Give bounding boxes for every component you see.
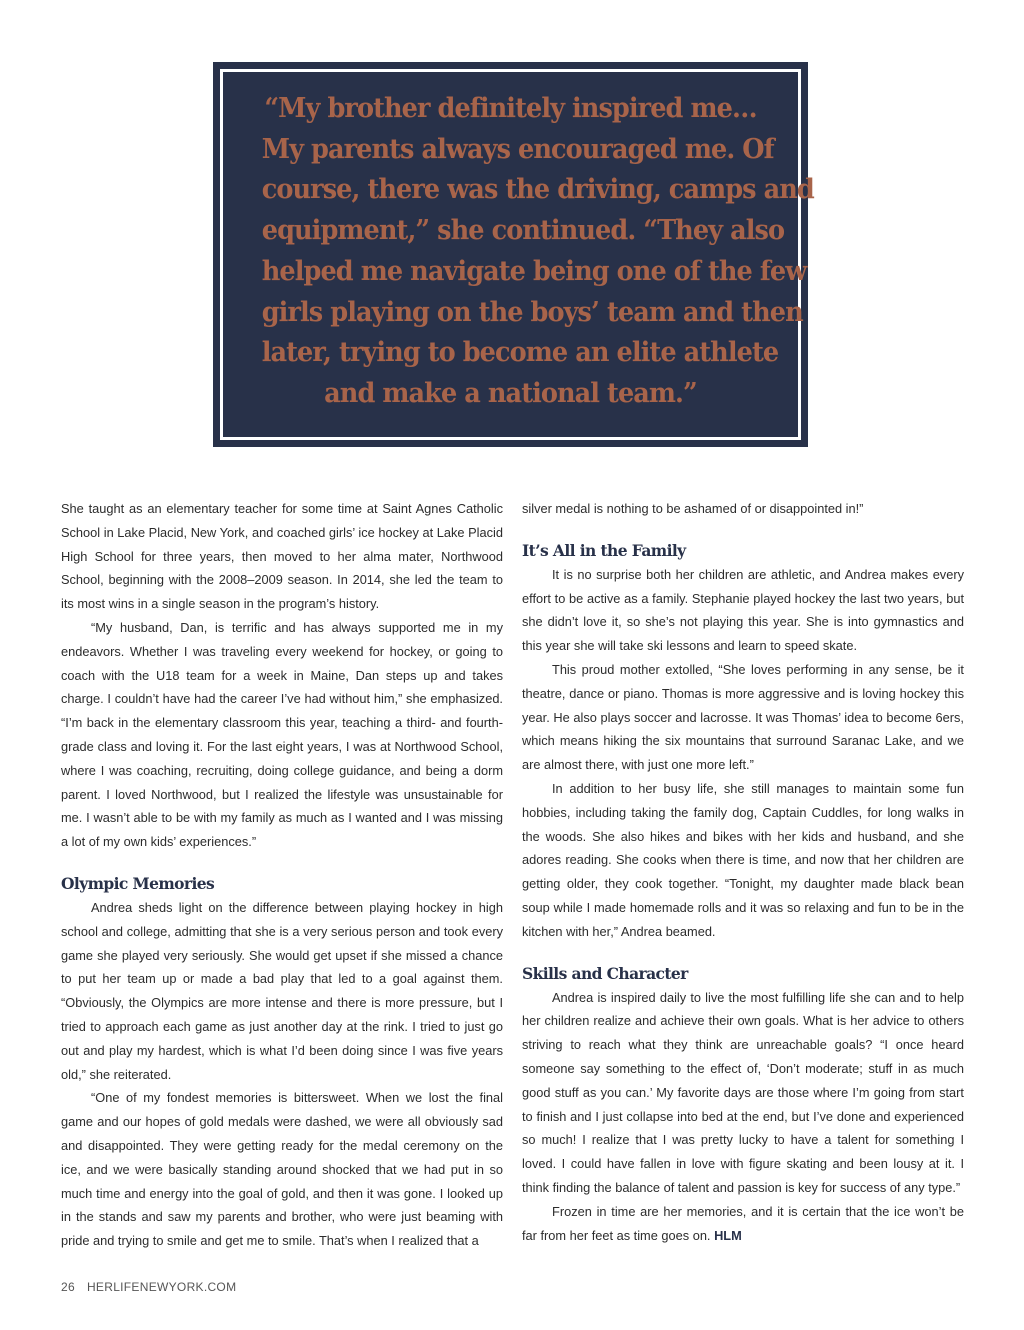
pull-quote-line: “My brother definitely inspired me… [264,92,757,124]
body-paragraph: In addition to her busy life, she still manages to maintain some fun hobbies, including taking the family dog, Captain Cuddles, for long walks in the woods. She also hikes and bikes with her kids and husband, and she adores reading. She cooks when there is time, and now that her children are getting older, they cook together. “Tonight, my daughter made black bean soup while I made homemade rolls and it was so relaxing and fun to be in the kitchen with her,” Andrea beamed. [522,780,964,939]
page-footer [61,1280,236,1294]
closing-sentence: Frozen in time are her memories, and it is certain that the ice won’t be far from her feet as time goes on. [522,1203,964,1243]
pull-quote-line: later, trying to become an elite athlete [261,336,779,369]
pull-quote-line: My parents always encouraged me. Of [261,132,774,165]
body-paragraph: It is no surprise both her children are athletic, and Andrea makes every effort to be active as a family. Stephanie played hockey the last two years, but she didn’t love it, so she’s not playing this year. She is into gymnastics and this year she will take ski lessons and learn to speed skate. [522,566,964,654]
body-paragraph: silver medal is nothing to be ashamed of or disappointed in!” [522,501,864,516]
end-signature: HLM [714,1227,742,1243]
pull-quote-line: course, there was the driving, camps and [261,173,814,206]
pull-quote-text [261,88,814,414]
footer-website: HERLIFENEWYORK.COM [86,1280,237,1294]
pull-quote-line: girls playing on the boys’ team and then [261,295,803,328]
section-heading-all-in-the-family: It’s All in the Family [522,540,686,560]
page-number: 26 [61,1280,75,1294]
section-heading-olympic-memories: Olympic Memories [61,873,215,893]
body-paragraph: “My husband, Dan, is terrific and has always supported me in my endeavors. Whether I was traveling every weekend for hockey, or going to coach with the U18 team for a week in Maine, Dan steps up and takes charge. I couldn’t have had the career I’ve had without him,” she emphasized. “I’m back in the elementary classroom this year, teaching a third- and fourth-grade class and loving it. For the last eight years, I was at Northwood School, where I was coaching, recruiting, doing college guidance, and being a dorm parent. I loved Northwood, but I realized the lifestyle was unsustainable for me. I wasn’t able to be with my family as much as I wanted and I was missing a lot of my own kids’ experiences.” [61,619,503,850]
body-paragraph: She taught as an elementary teacher for some time at Saint Agnes Catholic School in Lake Placid, New York, and coached girls’ ice hockey at Lake Placid High School for three years, then moved to her alma mater, Northwood School, beginning with the 2008–2009 season. In 2014, she led the team to its most wins in a single season in the program’s history. [61,501,503,612]
body-paragraph: “One of my fondest memories is bittersweet. When we lost the final game and our hopes of gold medals were dashed, we were all obviously sad and disappointed. They were getting ready for the medal ceremony on the ice, and we were basically standing around shocked that we had put in so much time and energy into the goal of gold, and then it was gone. I looked up in the stands and saw my parents and brother, who were just beaming with pride and trying to smile and get me to smile. That’s when I realized that a [61,1090,503,1249]
body-paragraph [522,1200,964,1248]
section-heading-skills-and-character: Skills and Character [522,963,688,983]
pull-quote-line: and make a national team.” [324,376,697,409]
pull-quote-line: equipment,” she continued. “They also [261,214,785,247]
body-paragraph: Andrea is inspired daily to live the most fulfilling life she can and to help her children realize and achieve their own goals. What is her advice to others striving to reach what they think are unreachable goals? “I once heard someone say something to the effect of, ‘Don’t moderate; stuff in as much good stuff as you can.’ My favorite days are those where I’m going from start to finish and I just collapse into bed at the end, but I’ve done and experienced so much! I realize that I was pretty lucky to have a talent for something I loved. I could have fallen in love with figure skating and been lousy at it. I think finding the balance of talent and passion is key for success of any type.” [522,989,964,1195]
pull-quote-box [213,62,814,447]
body-paragraph: Andrea sheds light on the difference between playing hockey in high school and college, admitting that she is a very serious person and took every game she played very seriously. She would get upset if she missed a chance to put her team up or made a bad play that led to a goal against them. “Obviously, the Olympics are more intense and there is more pressure, but I tried to approach each game as just another day at the rink. I tried to just go out and play my hardest, which is what I’d been doing since I was five years old,” she reiterated. [61,899,503,1082]
body-paragraph: This proud mother extolled, “She loves performing in any sense, be it theatre, dance or piano. Thomas is more aggressive and is loving hockey this year. He also plays soccer and lacrosse. It was Thomas’ idea to become 6ers, which means hiking the six mountains that surround Saranac Lake, and we are almost there, with just one more left.” [522,661,964,773]
pull-quote-line: helped me navigate being one of the few [261,254,807,287]
left-column [61,497,503,1253]
right-column [522,497,964,1247]
